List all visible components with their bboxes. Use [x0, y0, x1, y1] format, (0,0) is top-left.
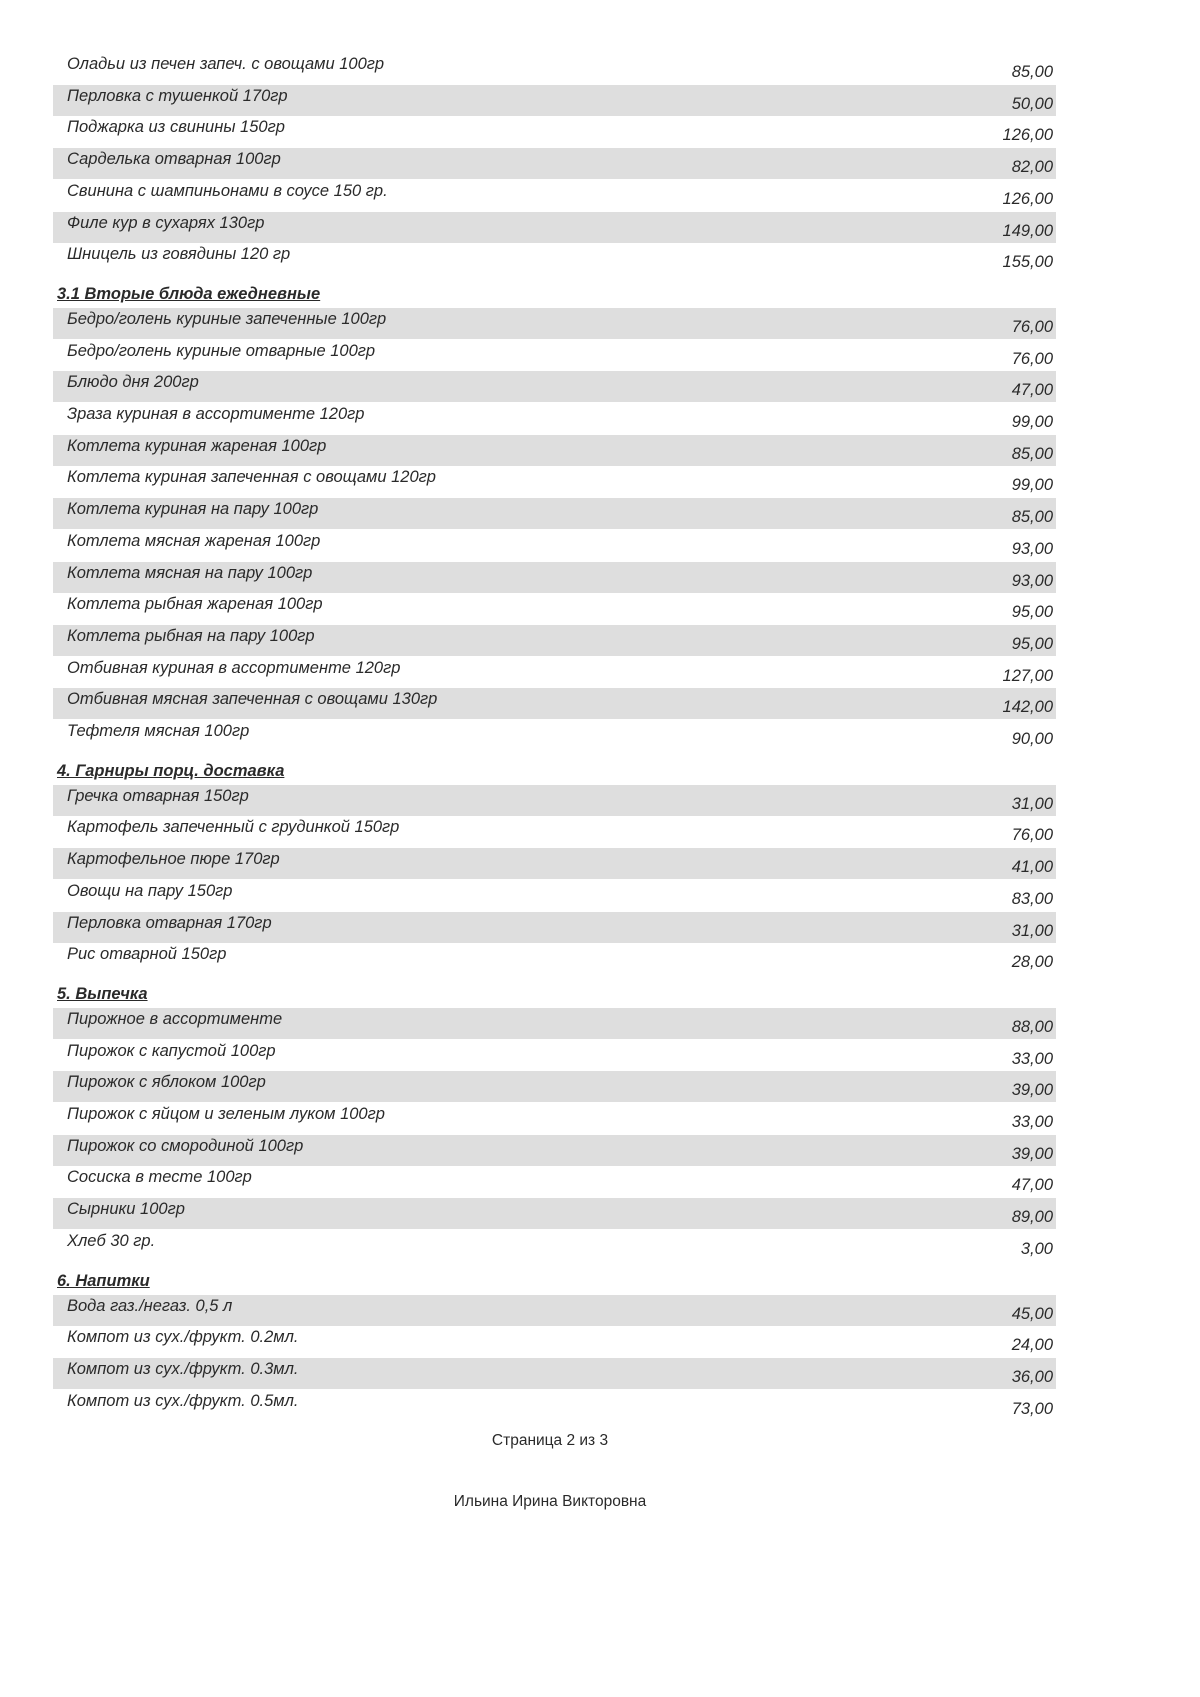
menu-item-name: Бедро/голень куриные отварные 100гр [67, 341, 376, 360]
menu-item-row [53, 435, 1056, 466]
menu-item-name: Компот из сух./фрукт. 0.3мл. [67, 1359, 299, 1378]
menu-item-name: Пирожок со смородиной 100гр [67, 1136, 304, 1155]
menu-item-row [53, 212, 1056, 243]
menu-item-row [53, 1071, 1056, 1102]
menu-item-row [53, 53, 1056, 84]
menu-item-row [53, 116, 1056, 147]
menu-item-row [53, 1390, 1056, 1421]
menu-item-price: 50,00 [1011, 94, 1053, 113]
menu-item-price: 36,00 [1011, 1367, 1053, 1386]
menu-item-name: Котлета куриная запеченная с овощами 120гр [67, 468, 436, 487]
menu-item-price: 126,00 [1002, 126, 1053, 145]
menu-item-name: Перловка отварная 170гр [67, 913, 272, 932]
menu-item-row [53, 1103, 1056, 1134]
menu-item-name: Котлета рыбная на пару 100гр [67, 626, 315, 645]
menu-item-row [53, 1326, 1056, 1357]
menu-item-name: Бедро/голень куриные запеченные 100гр [67, 309, 387, 328]
menu-item-price: 93,00 [1011, 571, 1053, 590]
menu-item-name: Котлета мясная на пару 100гр [67, 563, 313, 582]
menu-item-price: 127,00 [1002, 666, 1053, 685]
menu-item-name: Пирожок с яблоком 100гр [67, 1073, 266, 1092]
menu-item-row [53, 785, 1056, 816]
menu-item-name: Сарделька отварная 100гр [67, 150, 281, 169]
menu-item-price: 47,00 [1011, 1176, 1053, 1195]
menu-item-price: 88,00 [1011, 1017, 1053, 1036]
menu-item-name: Блюдо дня 200гр [67, 373, 199, 392]
section-heading: 5. Выпечка [57, 984, 148, 1003]
menu-item-name: Тефтеля мясная 100гр [67, 722, 250, 740]
menu-item-row [53, 625, 1056, 656]
menu-item-name: Картофельное пюре 170гр [67, 850, 280, 869]
menu-item-price: 31,00 [1011, 921, 1053, 940]
menu-item-price: 126,00 [1002, 189, 1053, 208]
menu-item-price: 93,00 [1011, 539, 1053, 558]
menu-item-row [53, 498, 1056, 529]
menu-item-price: 95,00 [1011, 634, 1053, 653]
menu-item-row [53, 340, 1056, 371]
section-heading: 3.1 Вторые блюда ежедневные [57, 284, 321, 303]
menu-item-price: 73,00 [1011, 1399, 1053, 1418]
menu-item-row [53, 720, 1056, 751]
menu-item-row [53, 371, 1056, 402]
menu-item-price: 76,00 [1011, 317, 1053, 336]
section-heading: 6. Напитки [57, 1271, 150, 1290]
menu-item-row [53, 593, 1056, 624]
menu-item-row [53, 1358, 1056, 1389]
menu-item-row [53, 880, 1056, 911]
menu-item-row [53, 657, 1056, 688]
menu-item-row [53, 1230, 1056, 1261]
menu-item-name: Котлета мясная жареная 100гр [67, 531, 321, 550]
menu-item-name: Хлеб 30 гр. [67, 1231, 156, 1250]
menu-item-row [53, 848, 1056, 879]
menu-item-price: 149,00 [1002, 221, 1053, 240]
menu-item-name: Котлета куриная жареная 100гр [67, 436, 327, 455]
author-name: Ильина Ирина Викторовна [453, 1493, 647, 1510]
menu-item-row [53, 180, 1056, 211]
menu-item-name: Пирожок с капустой 100гр [67, 1041, 276, 1060]
menu-item-price: 31,00 [1011, 794, 1053, 813]
menu-item-price: 76,00 [1011, 349, 1053, 368]
menu-item-row [53, 1008, 1056, 1039]
menu-item-name: Рис отварной 150гр [67, 945, 227, 964]
menu-item-name: Гречка отварная 150гр [67, 786, 249, 805]
menu-item-name: Картофель запеченный с грудинкой 150гр [67, 818, 400, 837]
menu-item-price: 99,00 [1011, 413, 1053, 431]
menu-item-row [53, 403, 1056, 434]
menu-item-price: 85,00 [1011, 508, 1053, 527]
menu-item-name: Котлета куриная на пару 100гр [67, 500, 319, 519]
menu-item-name: Сырники 100гр [67, 1200, 185, 1219]
menu-item-name: Котлета рыбная жареная 100гр [67, 595, 323, 614]
menu-item-name: Пирожок с яйцом и зеленым луком 100гр [67, 1105, 385, 1123]
menu-item-row [53, 1295, 1056, 1326]
menu-item-name: Сосиска в тесте 100гр [67, 1168, 252, 1187]
menu-item-price: 3,00 [1020, 1239, 1053, 1258]
menu-item-price: 83,00 [1011, 889, 1053, 908]
menu-item-name: Филе кур в сухарях 130гр [67, 213, 265, 232]
menu-item-name: Шницель из говядины 120 гр [67, 245, 291, 264]
menu-item-row [53, 1135, 1056, 1166]
menu-item-price: 85,00 [1011, 63, 1053, 81]
menu-item-price: 39,00 [1011, 1081, 1053, 1100]
menu-item-price: 33,00 [1011, 1113, 1053, 1131]
menu-item-price: 99,00 [1011, 476, 1053, 495]
menu-item-price: 76,00 [1011, 826, 1053, 845]
menu-item-price: 95,00 [1011, 603, 1053, 622]
menu-item-row [53, 912, 1056, 943]
menu-item-name: Компот из сух./фрукт. 0.5мл. [67, 1391, 299, 1410]
menu-item-row [53, 530, 1056, 561]
menu-item-row [53, 1040, 1056, 1071]
menu-item-name: Оладьи из печен запеч. с овощами 100гр [67, 55, 385, 73]
menu-item-name: Свинина с шампиньонами в соусе 150 гр. [67, 181, 388, 200]
menu-item-row [53, 466, 1056, 497]
menu-item-price: 47,00 [1011, 381, 1053, 400]
section-heading: 4. Гарниры порц. доставка [57, 761, 285, 780]
menu-item-row [53, 85, 1056, 116]
menu-item-name: Отбивная мясная запеченная с овощами 130гр [67, 690, 438, 709]
menu-item-name: Вода газ./негаз. 0,5 л [67, 1296, 233, 1315]
menu-item-price: 82,00 [1011, 158, 1053, 177]
menu-item-row [53, 243, 1056, 274]
menu-item-price: 142,00 [1002, 698, 1053, 717]
menu-item-name: Перловка с тушенкой 170гр [67, 86, 288, 105]
menu-item-price: 39,00 [1011, 1144, 1053, 1163]
menu-item-row [53, 1166, 1056, 1197]
menu-item-name: Отбивная куриная в ассортименте 120гр [67, 658, 401, 677]
menu-item-row [53, 308, 1056, 339]
menu-item-name: Овощи на пару 150гр [67, 881, 233, 900]
menu-item-row [53, 148, 1056, 179]
menu-item-name: Зраза куриная в ассортименте 120гр [67, 405, 365, 423]
menu-item-name: Поджарка из свинины 150гр [67, 118, 285, 137]
menu-item-name: Пирожное в ассортименте [67, 1009, 283, 1028]
menu-item-row [53, 1198, 1056, 1229]
menu-item-row [53, 816, 1056, 847]
menu-item-price: 28,00 [1011, 953, 1053, 972]
menu-item-row [53, 562, 1056, 593]
menu-item-price: 41,00 [1011, 858, 1053, 877]
page-number: Страница 2 из 3 [491, 1432, 609, 1449]
menu-item-price: 155,00 [1002, 253, 1053, 272]
menu-item-name: Компот из сух./фрукт. 0.2мл. [67, 1328, 299, 1347]
menu-item-price: 85,00 [1011, 444, 1053, 463]
menu-item-price: 45,00 [1011, 1304, 1053, 1323]
menu-item-row [53, 688, 1056, 719]
menu-item-price: 24,00 [1011, 1336, 1053, 1355]
menu-item-price: 33,00 [1011, 1049, 1053, 1068]
menu-item-price: 89,00 [1011, 1208, 1053, 1227]
menu-item-row [53, 943, 1056, 974]
menu-item-price: 90,00 [1011, 730, 1053, 748]
